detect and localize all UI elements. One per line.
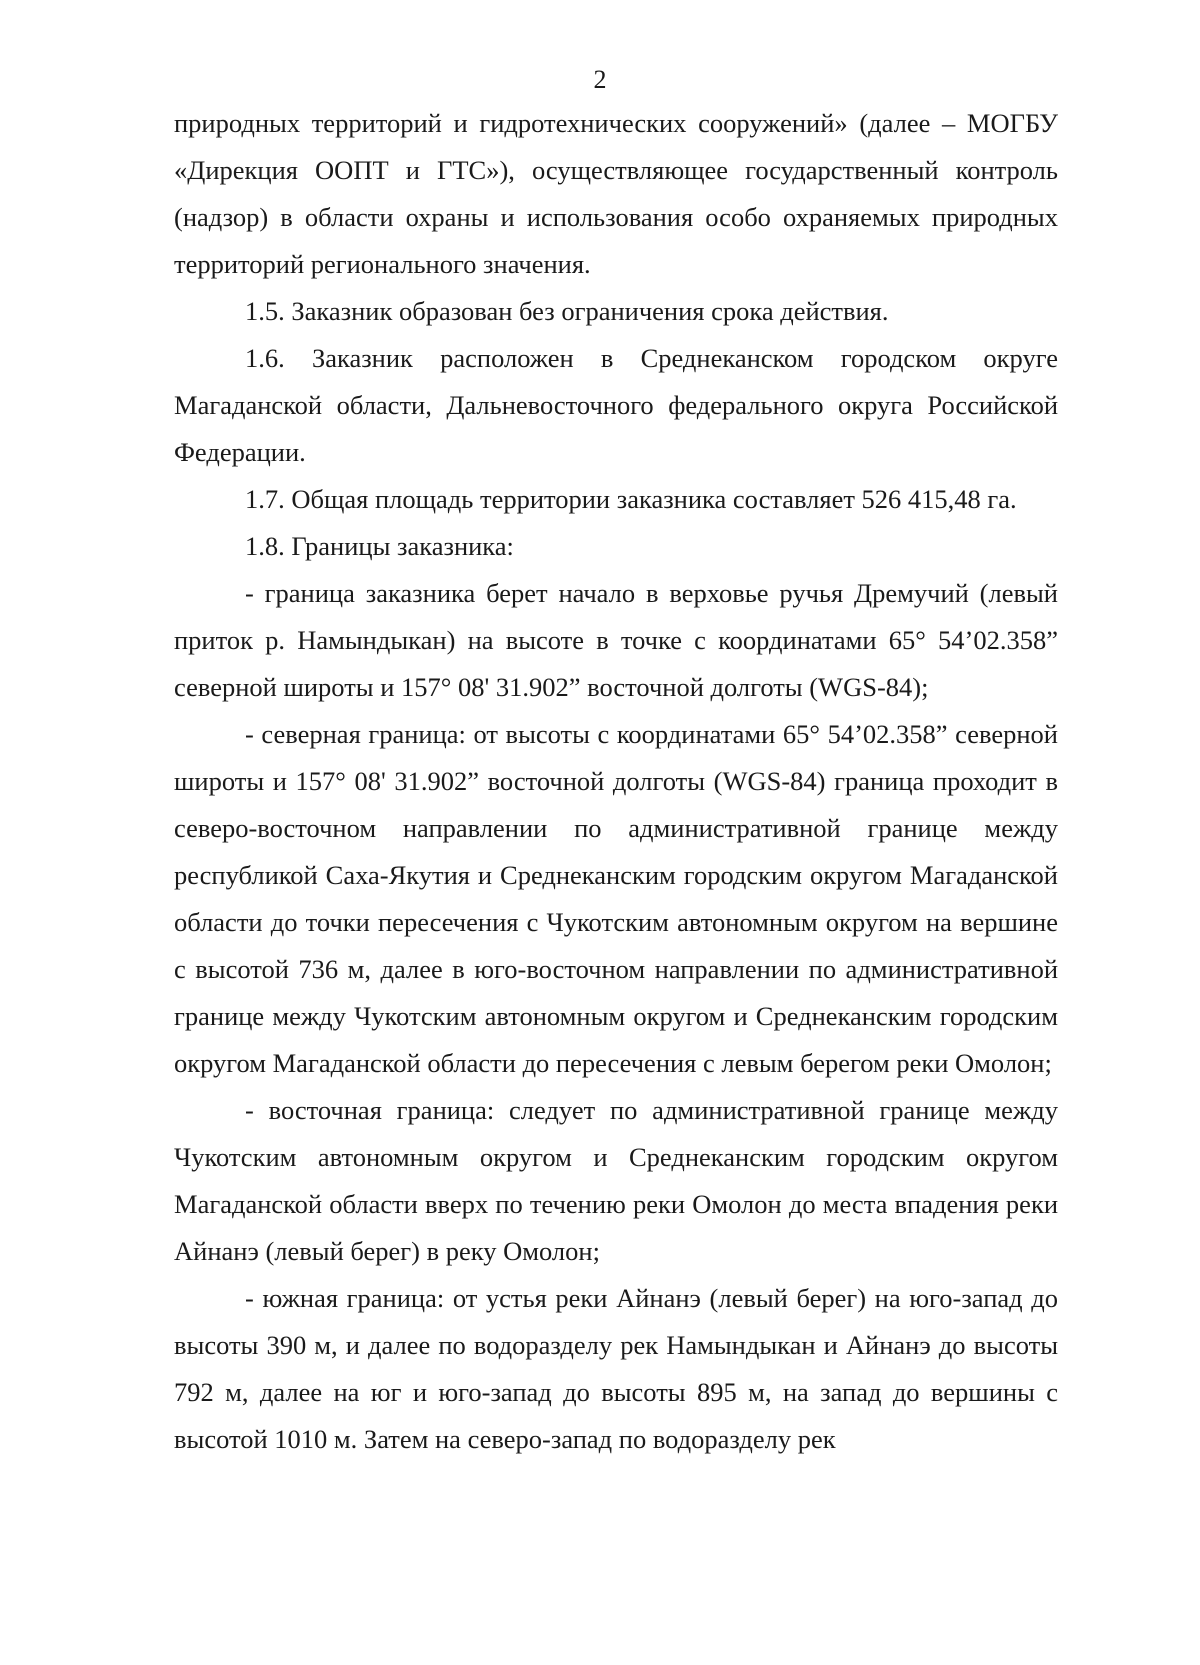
document-body [174, 100, 1058, 1463]
paragraph-1-7: 1.7. Общая площадь территории заказника составляет 526 415,48 га. [245, 484, 1017, 514]
paragraph-continuation: природных территорий и гидротехнических сооружений» (далее – МОГБУ «Дирекция ООПТ и ГТС»), осуществляющее государственный контроль (надзор) в области охраны и использования особо охраняемых природных территорий регионального значения. [174, 108, 1058, 279]
paragraph-1-6: 1.6. Заказник расположен в Среднеканском городском округе Магаданской области, Дальневосточного федерального округа Российской Федерации. [174, 343, 1058, 467]
paragraph-1-8: 1.8. Границы заказника: [245, 531, 514, 561]
paragraph-boundary-north: - северная граница: от высоты с координатами 65° 54’02.358” северной широты и 157° 08' 31.902” восточной долготы (WGS-84) граница проходит в северо-восточном направлении по административной границе между республикой Саха-Якутия и Среднеканским городским округом Магаданской области до точки пересечения с Чукотским автономным округом на вершине с высотой 736 м, далее в юго-восточном направлении по административной границе между Чукотским автономным округом и Среднеканским городским округом Магаданской области до пересечения с левым берегом реки Омолон; [174, 719, 1058, 1078]
paragraph-boundary-start: - граница заказника берет начало в верховье ручья Дремучий (левый приток р. Намындыкан) на высоте в точке с координатами 65° 54’02.358” северной широты и 157° 08' 31.902” восточной долготы (WGS-84); [174, 578, 1058, 702]
paragraph-boundary-south: - южная граница: от устья реки Айнанэ (левый берег) на юго-запад до высоты 390 м, и далее по водоразделу рек Намындыкан и Айнанэ до высоты 792 м, далее на юг и юго-запад до высоты 895 м, на запад до вершины с высотой 1010 м. Затем на северо-запад по водоразделу рек [174, 1283, 1058, 1454]
paragraph-boundary-east: - восточная граница: следует по административной границе между Чукотским автономным округом и Среднеканским городским округом Магаданской области вверх по течению реки Омолон до места впадения реки Айнанэ (левый берег) в реку Омолон; [174, 1095, 1058, 1266]
paragraph-1-5: 1.5. Заказник образован без ограничения срока действия. [245, 296, 889, 326]
page-number: 2 [593, 65, 607, 94]
